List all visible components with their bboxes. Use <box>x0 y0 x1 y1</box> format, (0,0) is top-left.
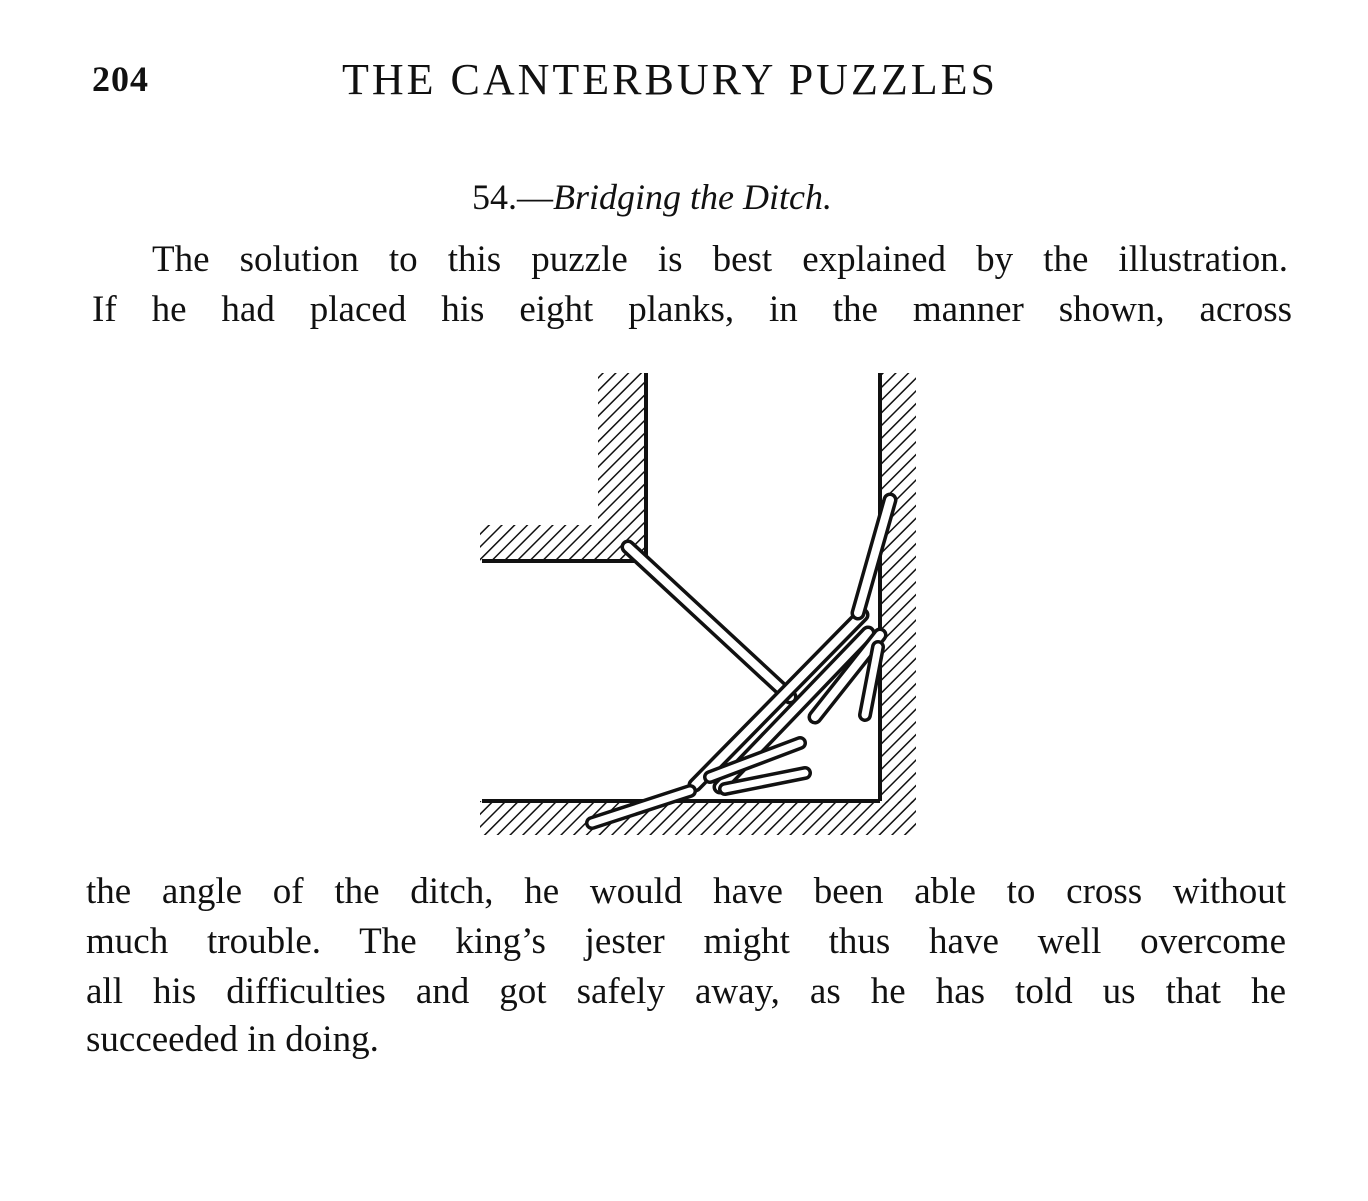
text-line: If he had placed his eight planks, in the manner shown, across <box>92 289 1292 330</box>
ditch-planks-illustration <box>470 365 930 845</box>
running-head: THE CANTERBURY PUZZLES <box>342 55 998 104</box>
section-title: Bridging the Ditch. <box>553 177 832 217</box>
page-number: 204 <box>92 59 149 99</box>
text-line: all his difficulties and got safely away, as he has told us that he <box>86 971 1286 1012</box>
text-line: succeeded in doing. <box>86 1019 379 1060</box>
bottom-bank <box>480 801 916 835</box>
text-line: much trouble. The king’s jester might thus have well overcome <box>86 921 1286 962</box>
section-number: 54.— <box>472 177 553 217</box>
left-bank <box>480 373 646 561</box>
section-heading <box>472 176 832 218</box>
text-line: the angle of the ditch, he would have been able to cross without <box>86 871 1286 912</box>
right-bank <box>880 373 916 803</box>
text-line: The solution to this puzzle is best explained by the illustration. <box>152 239 1288 280</box>
plank-main <box>628 547 790 697</box>
